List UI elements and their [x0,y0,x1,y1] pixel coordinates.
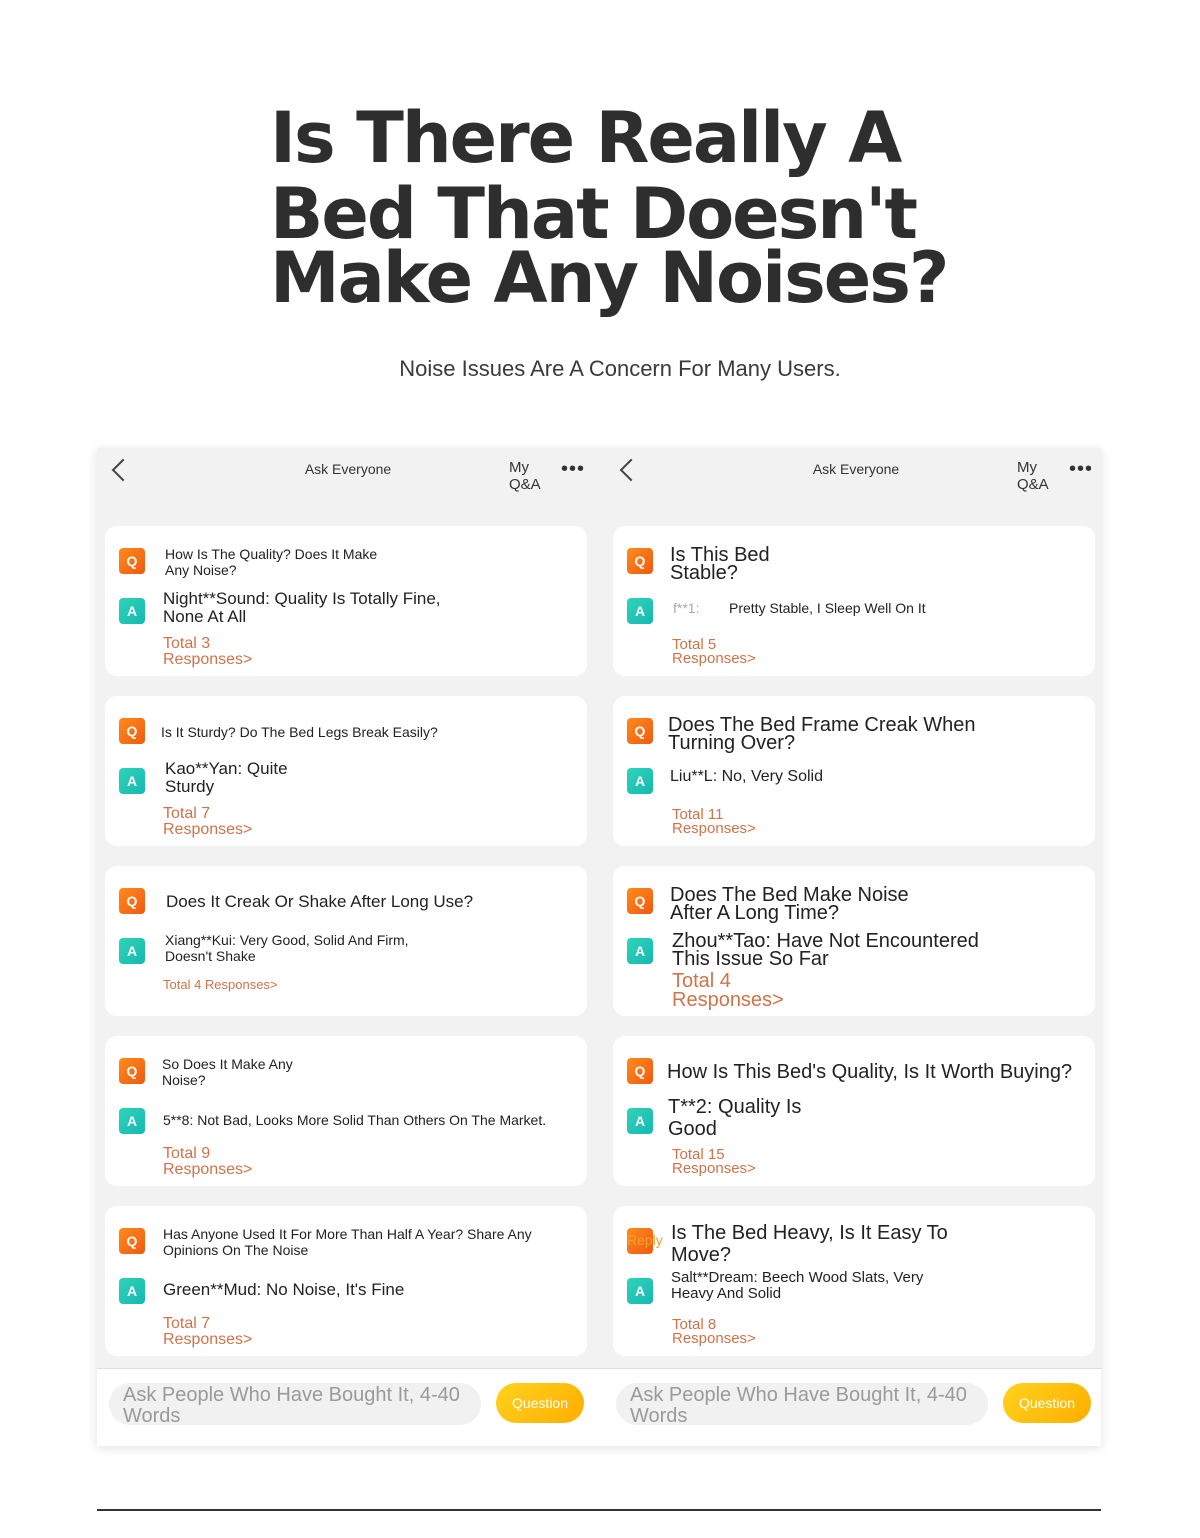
ask-question-input[interactable]: Ask People Who Have Bought It, 4-40 Words [109,1383,481,1425]
total-responses-link[interactable]: Total 11 Responses> [672,806,756,837]
answer-icon: A [119,1108,145,1134]
answer-text: Night**Sound: Quality Is Totally Fine, None At All [163,589,441,626]
total-responses-link[interactable]: Total 4 Responses> [163,977,278,992]
answer-icon: A [119,768,145,794]
answer-text: Green**Mud: No Noise, It's Fine [163,1280,405,1299]
total-responses-link[interactable]: Total 9 Responses> [163,1145,253,1178]
more-options-icon[interactable]: ••• [560,458,585,480]
qa-card[interactable] [105,526,587,676]
subtitle: Noise Issues Are A Concern For Many Users. [399,356,841,381]
question-icon: Q [627,548,653,574]
question-text: How Is This Bed's Quality, Is It Worth Buying? [667,1061,1073,1083]
question-text: So Does It Make Any Noise? [162,1056,293,1088]
more-options-icon[interactable]: ••• [1068,458,1093,480]
question-text: Is It Sturdy? Do The Bed Legs Break Easily? [161,724,438,740]
answer-text: Kao**Yan: Quite Sturdy [165,759,288,796]
answer-text: Liu**L: No, Very Solid [670,768,823,785]
question-icon: Q [119,1228,145,1254]
qa-card[interactable] [613,1206,1095,1356]
question-icon: Q [627,1058,653,1084]
my-qa-link[interactable]: My Q&A [509,459,541,493]
left-panel [97,448,599,1368]
footer-divider [97,1509,1101,1511]
question-text: Does The Bed Frame Creak When Turning Over? [668,714,976,754]
total-responses-link[interactable]: Total 4 Responses> [672,970,784,1011]
question-text: How Is The Quality? Does It Make Any Noise? [165,546,378,578]
total-responses-link[interactable]: Total 8 Responses> [672,1316,756,1347]
qa-card[interactable] [613,526,1095,676]
total-responses-link[interactable]: Total 7 Responses> [163,805,253,838]
top-bar [97,448,599,518]
question-button[interactable]: Question [496,1383,584,1423]
answer-text: Pretty Stable, I Sleep Well On It [729,600,926,616]
headline-line-1: Is There Really A [270,97,901,179]
qa-card[interactable] [613,696,1095,846]
total-responses-link[interactable]: Total 15 Responses> [672,1146,756,1177]
ask-question-input[interactable]: Ask People Who Have Bought It, 4-40 Words [616,1383,988,1425]
question-text: Has Anyone Used It For More Than Half A Year? Share Any Opinions On The Noise [163,1226,532,1258]
total-responses-link[interactable]: Total 7 Responses> [163,1315,253,1348]
answer-text: T**2: Quality Is Good [668,1096,802,1140]
answer-icon: A [119,598,145,624]
answer-icon: A [627,938,653,964]
question-icon: Q [119,1058,145,1084]
headline [270,97,970,319]
question-text: Is This Bed Stable? [670,544,770,584]
answer-text: Salt**Dream: Beech Wood Slats, Very Heavy And Solid [671,1269,924,1302]
qa-card[interactable] [105,1036,587,1186]
question-icon: Q [627,718,653,744]
answer-icon: A [627,768,653,794]
answer-text: 5**8: Not Bad, Looks More Solid Than Others On The Market. [163,1112,547,1128]
bottom-bar [97,1368,1101,1446]
answer-icon: A [627,598,653,624]
qa-card[interactable] [105,1206,587,1356]
answer-text: Zhou**Tao: Have Not Encountered This Issue So Far [672,930,979,970]
total-responses-link[interactable]: Total 3 Responses> [163,635,253,668]
headline-line-2: Bed That Doesn't [270,173,917,255]
question-icon: Q [119,548,145,574]
qa-card[interactable] [613,866,1095,1016]
reply-label: Reply [627,1232,663,1248]
qa-card[interactable] [105,866,587,1016]
my-qa-link[interactable]: My Q&A [1017,459,1049,493]
question-text: Does It Creak Or Shake After Long Use? [166,892,474,911]
question-text: Does The Bed Make Noise After A Long Time? [670,884,909,924]
qa-card[interactable] [105,696,587,846]
question-icon: Q [627,888,653,914]
question-text: Is The Bed Heavy, Is It Easy To Move? [671,1222,948,1266]
top-bar-title: Ask Everyone [304,461,392,477]
question-button[interactable]: Question [1003,1383,1091,1423]
right-panel [605,448,1107,1368]
top-bar [605,448,1107,518]
headline-line-3: Make Any Noises? [270,237,948,319]
top-bar-title: Ask Everyone [812,461,900,477]
app-frame [97,448,1101,1446]
answer-text: Xiang**Kui: Very Good, Solid And Firm, Doesn't Shake [165,932,409,964]
total-responses-link[interactable]: Total 5 Responses> [672,636,756,667]
question-icon: Q [119,888,145,914]
answer-icon: A [627,1108,653,1134]
qa-card[interactable] [613,1036,1095,1186]
answer-icon: A [119,1278,145,1304]
answer-user: f**1: [673,600,700,616]
question-icon: Q [119,718,145,744]
answer-icon: A [119,938,145,964]
answer-icon: A [627,1278,653,1304]
